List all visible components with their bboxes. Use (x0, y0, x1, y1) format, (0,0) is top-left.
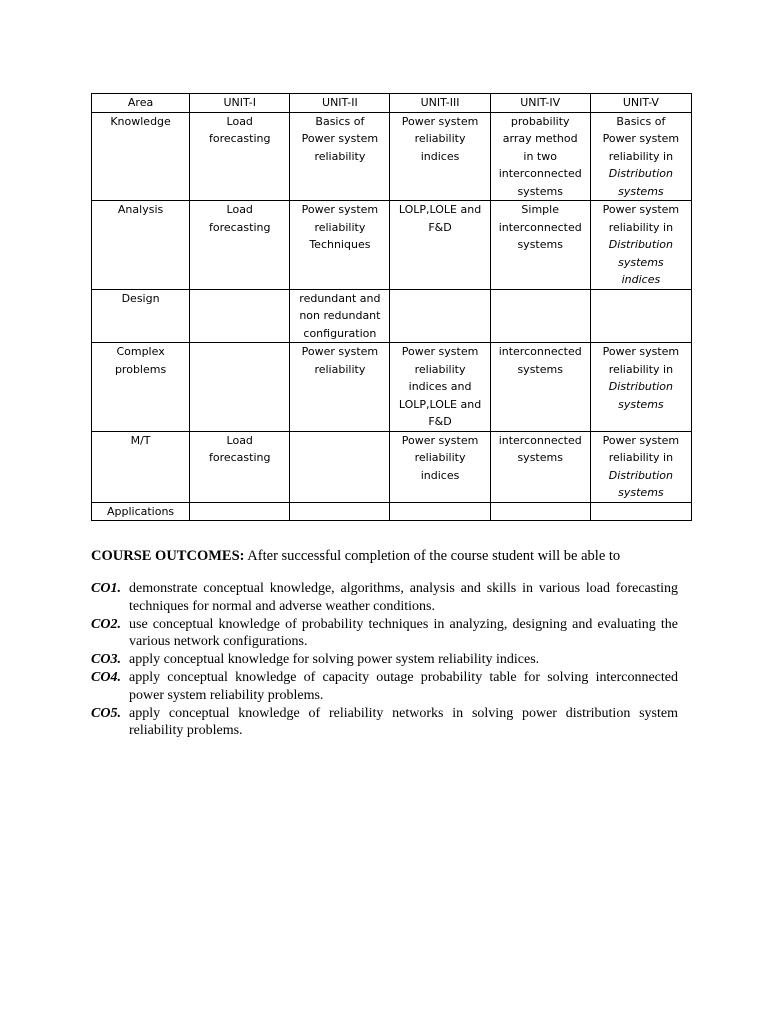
course-outcomes-heading (91, 548, 691, 565)
area-cell (92, 112, 190, 201)
table-header-row (92, 94, 692, 113)
cell-text-line: reliability in (608, 149, 674, 163)
unit-3-cell (390, 343, 490, 432)
course-outcome-code: CO5. (91, 705, 121, 721)
course-outcome-text: apply conceptual knowledge of capacity outage probability table for solving interconnected power system reliability problems. (129, 669, 678, 703)
unit-2-cell (290, 431, 390, 502)
cell-text-line: non redundant (299, 309, 381, 322)
cell-text-line: indices (420, 149, 460, 163)
unit-5-cell (590, 502, 691, 521)
header-unit-1: UNIT-I (190, 94, 290, 113)
area-label: Knowledge (110, 114, 171, 128)
table-row (92, 343, 692, 432)
cell-text-line: Distribution (608, 238, 673, 251)
cell-text-line: LOLP,LOLE and (398, 203, 482, 216)
unit-1-cell (190, 289, 290, 343)
unit-2-cell (290, 343, 390, 432)
cell-text-line: indices and (408, 380, 472, 393)
cell-text-line: Basics of (616, 114, 666, 128)
course-outcome-item (91, 580, 678, 616)
cell-text-line: reliability (314, 220, 366, 234)
unit-5-cell (590, 289, 691, 343)
unit-4-cell (490, 201, 590, 290)
cell-text-line: Power system (602, 132, 680, 145)
course-outcome-text: demonstrate conceptual knowledge, algorithms, analysis and skills in various load forecasting techniques for normal and adverse weather conditions. (129, 581, 678, 614)
unit-1-cell (190, 201, 290, 290)
unit-5-cell (590, 112, 691, 201)
cell-text-line: Basics of (315, 114, 365, 128)
cell-text-line: Load (226, 433, 253, 447)
course-outcome-code: CO1. (91, 581, 121, 596)
cell-text-line: interconnected (498, 220, 582, 234)
cell-text-line: interconnected (498, 167, 582, 180)
cell-text-line: forecasting (208, 132, 271, 145)
course-outcome-code: CO2. (91, 616, 121, 632)
unit-3-cell (390, 431, 490, 502)
table-body (92, 112, 692, 521)
unit-4-cell (490, 431, 590, 502)
cell-text-line: indices (420, 468, 460, 482)
unit-5-cell (590, 431, 691, 502)
cell-text-line: systems (618, 486, 664, 499)
table-row (92, 431, 692, 502)
header-unit-2: UNIT-II (290, 94, 390, 113)
cell-text-line: configuration (303, 326, 377, 340)
unit-4-cell (490, 289, 590, 343)
cell-text-line: F&D (428, 220, 452, 234)
unit-1-cell (190, 431, 290, 502)
unit-4-cell (490, 343, 590, 432)
unit-2-cell (290, 289, 390, 343)
course-outcomes-title: COURSE OUTCOMES: (91, 548, 245, 564)
cell-text-line: Power system (401, 433, 479, 447)
course-outcome-text: apply conceptual knowledge for solving power system reliability indices. (129, 652, 540, 668)
unit-5-cell (590, 201, 691, 290)
cell-text-line: Distribution (608, 380, 673, 393)
area-label: Design (121, 291, 160, 305)
header-unit-5: UNIT-V (590, 94, 691, 113)
area-cell (92, 502, 190, 521)
course-mapping-table (91, 93, 692, 521)
table-row (92, 502, 692, 521)
cell-text-line: interconnected (498, 433, 582, 447)
area-label: M/T (130, 433, 151, 447)
cell-text-line: Power system (301, 132, 379, 145)
header-unit-3: UNIT-III (390, 94, 490, 113)
area-label: problems (114, 362, 167, 376)
unit-4-cell (490, 502, 590, 521)
cell-text-line: F&D (428, 415, 452, 428)
unit-5-cell (590, 343, 691, 432)
course-outcome-item (91, 616, 678, 652)
cell-text-line: Power system (602, 203, 680, 216)
cell-text-line: LOLP,LOLE and (398, 397, 482, 411)
cell-text-line: reliability (314, 362, 366, 376)
table-row (92, 289, 692, 343)
cell-text-line: systems (517, 451, 563, 464)
cell-text-line: Distribution (608, 167, 673, 180)
course-outcome-item (91, 651, 678, 669)
cell-text-line: interconnected (498, 345, 582, 358)
unit-2-cell (290, 201, 390, 290)
cell-text-line: Load (226, 203, 253, 216)
cell-text-line: in two (523, 149, 557, 163)
cell-text-line: reliability (414, 132, 466, 145)
cell-text-line: reliability in (608, 362, 674, 376)
cell-text-line: Power system (301, 345, 379, 358)
unit-4-cell (490, 112, 590, 201)
area-label: Complex (116, 345, 165, 358)
unit-1-cell (190, 502, 290, 521)
table-row (92, 112, 692, 201)
cell-text-line: reliability (414, 451, 466, 464)
area-cell (92, 343, 190, 432)
cell-text-line: systems (618, 184, 664, 198)
course-outcomes-list (91, 580, 678, 740)
area-label: Applications (106, 504, 175, 518)
cell-text-line: systems (517, 362, 563, 376)
cell-text-line: systems (618, 255, 664, 269)
cell-text-line: forecasting (208, 220, 271, 234)
cell-text-line: reliability (414, 362, 466, 376)
unit-1-cell (190, 112, 290, 201)
area-cell (92, 431, 190, 502)
cell-text-line: reliability in (608, 451, 674, 464)
cell-text-line: Power system (401, 345, 479, 358)
table-row (92, 201, 692, 290)
cell-text-line: Power system (301, 203, 379, 216)
unit-3-cell (390, 289, 490, 343)
cell-text-line: Power system (602, 433, 680, 447)
cell-text-line: Distribution (608, 468, 673, 482)
cell-text-line: Simple (521, 203, 559, 216)
cell-text-line: Power system (602, 345, 680, 358)
cell-text-line: reliability (314, 149, 366, 163)
course-outcome-item (91, 705, 678, 741)
course-outcome-text: use conceptual knowledge of probability techniques in analyzing, designing and evaluating the various network configurations. (129, 616, 678, 650)
unit-1-cell (190, 343, 290, 432)
unit-2-cell (290, 502, 390, 521)
cell-text-line: Techniques (309, 238, 371, 251)
cell-text-line: systems (618, 397, 664, 411)
cell-text-line: array method (502, 132, 578, 145)
unit-3-cell (390, 112, 490, 201)
unit-3-cell (390, 502, 490, 521)
course-outcomes-intro: After successful completion of the course student will be able to (244, 548, 621, 564)
cell-text-line: forecasting (208, 451, 271, 464)
cell-text-line: systems (517, 238, 563, 251)
cell-text-line: Load (226, 114, 253, 128)
header-area: Area (92, 94, 190, 113)
unit-3-cell (390, 201, 490, 290)
cell-text-line: reliability in (608, 220, 674, 234)
course-outcome-code: CO3. (91, 652, 121, 668)
cell-text-line: redundant and (299, 291, 381, 305)
cell-text-line: probability (510, 114, 570, 128)
course-outcome-code: CO4. (91, 669, 121, 685)
area-cell (92, 201, 190, 290)
header-unit-4: UNIT-IV (490, 94, 590, 113)
cell-text-line: indices (621, 273, 661, 286)
course-outcome-item (91, 669, 678, 705)
cell-text-line: systems (517, 184, 563, 198)
unit-2-cell (290, 112, 390, 201)
area-cell (92, 289, 190, 343)
area-label: Analysis (117, 203, 164, 216)
cell-text-line: Power system (401, 114, 479, 128)
course-outcome-text: apply conceptual knowledge of reliability networks in solving power distribution system reliability problems. (129, 705, 678, 739)
